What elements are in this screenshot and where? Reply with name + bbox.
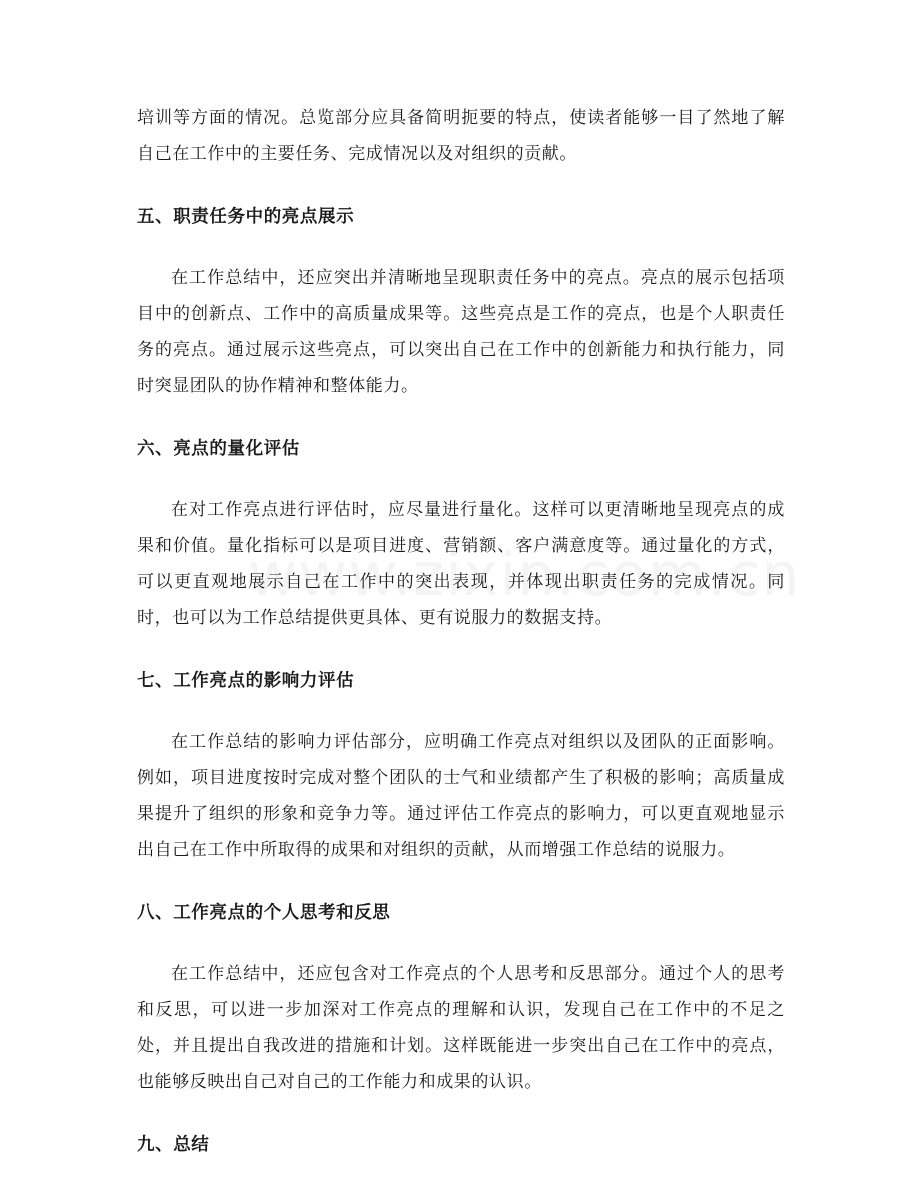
paragraph-section-7: 在工作总结的影响力评估部分，应明确工作亮点对组织以及团队的正面影响。例如，项目进度按时完成对整个团队的士气和业绩都产生了积极的影响；高质量成果提升了组织的形象和竞争力等。通过评估工作亮点的影响力，可以更直观地显示出自己在工作中所取得的成果和对组织的贡献，从而增强工作总结的说服力。 (137, 732, 785, 860)
paragraph-section-8: 在工作总结中，还应包含对工作亮点的个人思考和反思部分。通过个人的思考和反思，可以进一步加深对工作亮点的理解和认识，发现自己在工作中的不足之处，并且提出自我改进的措施和计划。这样既能进一步突出自己在工作中的亮点，也能够反映出自己对自己的工作能力和成果的认识。 (137, 964, 785, 1092)
heading-section-6: 六、亮点的量化评估 (137, 439, 300, 459)
document-body (137, 100, 785, 1163)
paragraph-section-5: 在工作总结中，还应突出并清晰地呈现职责任务中的亮点。亮点的展示包括项目中的创新点、工作中的高质量成果等。这些亮点是工作的亮点，也是个人职责任务的亮点。通过展示这些亮点，可以突出自己在工作中的创新能力和执行能力，同时突显团队的协作精神和整体能力。 (137, 268, 785, 396)
heading-section-7: 七、工作亮点的影响力评估 (137, 671, 355, 691)
paragraph-section-6: 在对工作亮点进行评估时，应尽量进行量化。这样可以更清晰地呈现亮点的成果和价值。量化指标可以是项目进度、营销额、客户满意度等。通过量化的方式，可以更直观地展示自己在工作中的突出表现，并体现出职责任务的完成情况。同时，也可以为工作总结提供更具体、更有说服力的数据支持。 (137, 500, 785, 628)
paragraph-overview-end: 培训等方面的情况。总览部分应具备简明扼要的特点，使读者能够一目了然地了解自己在工作中的主要任务、完成情况以及对组织的贡献。 (137, 108, 785, 164)
heading-section-5: 五、职责任务中的亮点展示 (137, 207, 355, 227)
heading-section-9: 九、总结 (137, 1135, 210, 1155)
heading-section-8: 八、工作亮点的个人思考和反思 (137, 903, 391, 923)
